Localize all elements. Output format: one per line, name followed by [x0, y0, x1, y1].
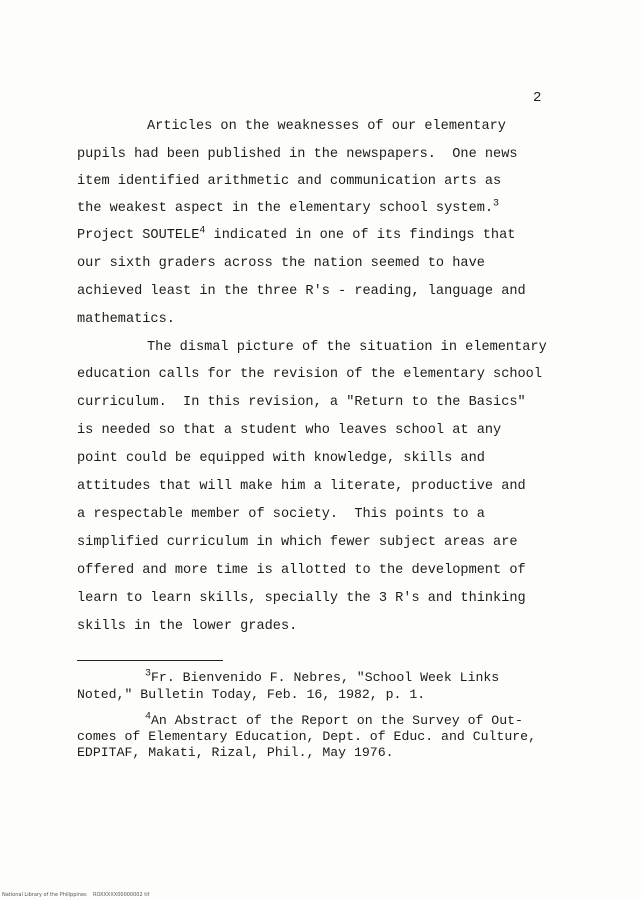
- footnote-3-line-1-text: Fr. Bienvenido F. Nebres, "School Week Links: [151, 670, 500, 685]
- footnote-4-line-1-text: An Abstract of the Report on the Survey of Out-: [151, 713, 523, 728]
- footnote-3-line-2: Noted," Bulletin Today, Feb. 16, 1982, p. 1.: [77, 687, 426, 702]
- paragraph-2-line-10: learn to learn skills, specially the 3 R's and thinking: [77, 591, 526, 606]
- footnote-3-marker: 3: [145, 668, 152, 680]
- footnote-3-line-1: [145, 670, 499, 685]
- paragraph-2-line-9: offered and more time is allotted to the development of: [77, 563, 526, 578]
- paragraph-2-line-6: attitudes that will make him a literate, productive and: [77, 479, 526, 494]
- paragraph-2-line-11: skills in the lower grades.: [77, 619, 298, 634]
- paragraph-2-line-2: education calls for the revision of the elementary school: [77, 367, 542, 382]
- paragraph-1-line-2: pupils had been published in the newspapers. One news: [77, 147, 518, 162]
- footnote-separator: [77, 660, 223, 661]
- footnote-4-marker: 4: [145, 711, 152, 723]
- paragraph-1-line-5-text-a: Project SOUTELE: [77, 228, 200, 243]
- paragraph-1-line-6: our sixth graders across the nation seemed to have: [77, 256, 485, 271]
- footnote-4-line-3: EDPITAF, Makati, Rizal, Phil., May 1976.: [77, 745, 394, 760]
- paragraph-2-line-7: a respectable member of society. This points to a: [77, 507, 485, 522]
- paragraph-1-line-1: Articles on the weaknesses of our elementary: [147, 119, 506, 134]
- page-number: 2: [533, 90, 542, 106]
- paragraph-2-line-5: point could be equipped with knowledge, skills and: [77, 451, 485, 466]
- paragraph-1-line-3: item identified arithmetic and communication arts as: [77, 174, 502, 189]
- scan-stamp: National Library of the Philippines ROXXXXX00000002 tif: [2, 892, 150, 898]
- paragraph-2-line-8: simplified curriculum in which fewer subject areas are: [77, 535, 518, 550]
- paragraph-1-line-5-text-b: indicated in one of its findings that: [205, 228, 516, 243]
- paragraph-2-line-3: curriculum. In this revision, a "Return to the Basics": [77, 395, 526, 410]
- paragraph-1-line-4-text: the weakest aspect in the elementary school system.: [77, 201, 494, 216]
- footnote-4-line-2: comes of Elementary Education, Dept. of Educ. and Culture,: [77, 729, 536, 744]
- paragraph-1-line-4: [77, 198, 500, 217]
- paragraph-1-line-5: [77, 225, 516, 244]
- footnote-ref-3: 3: [493, 198, 500, 210]
- paragraph-2-line-1: The dismal picture of the situation in elementary: [147, 340, 547, 355]
- paragraph-1-line-8: mathematics.: [77, 312, 175, 327]
- paragraph-1-line-7: achieved least in the three R's - reading, language and: [77, 284, 526, 299]
- footnote-4-line-1: [145, 713, 523, 728]
- footnote-ref-4: 4: [199, 225, 206, 237]
- paragraph-2-line-4: is needed so that a student who leaves school at any: [77, 423, 502, 438]
